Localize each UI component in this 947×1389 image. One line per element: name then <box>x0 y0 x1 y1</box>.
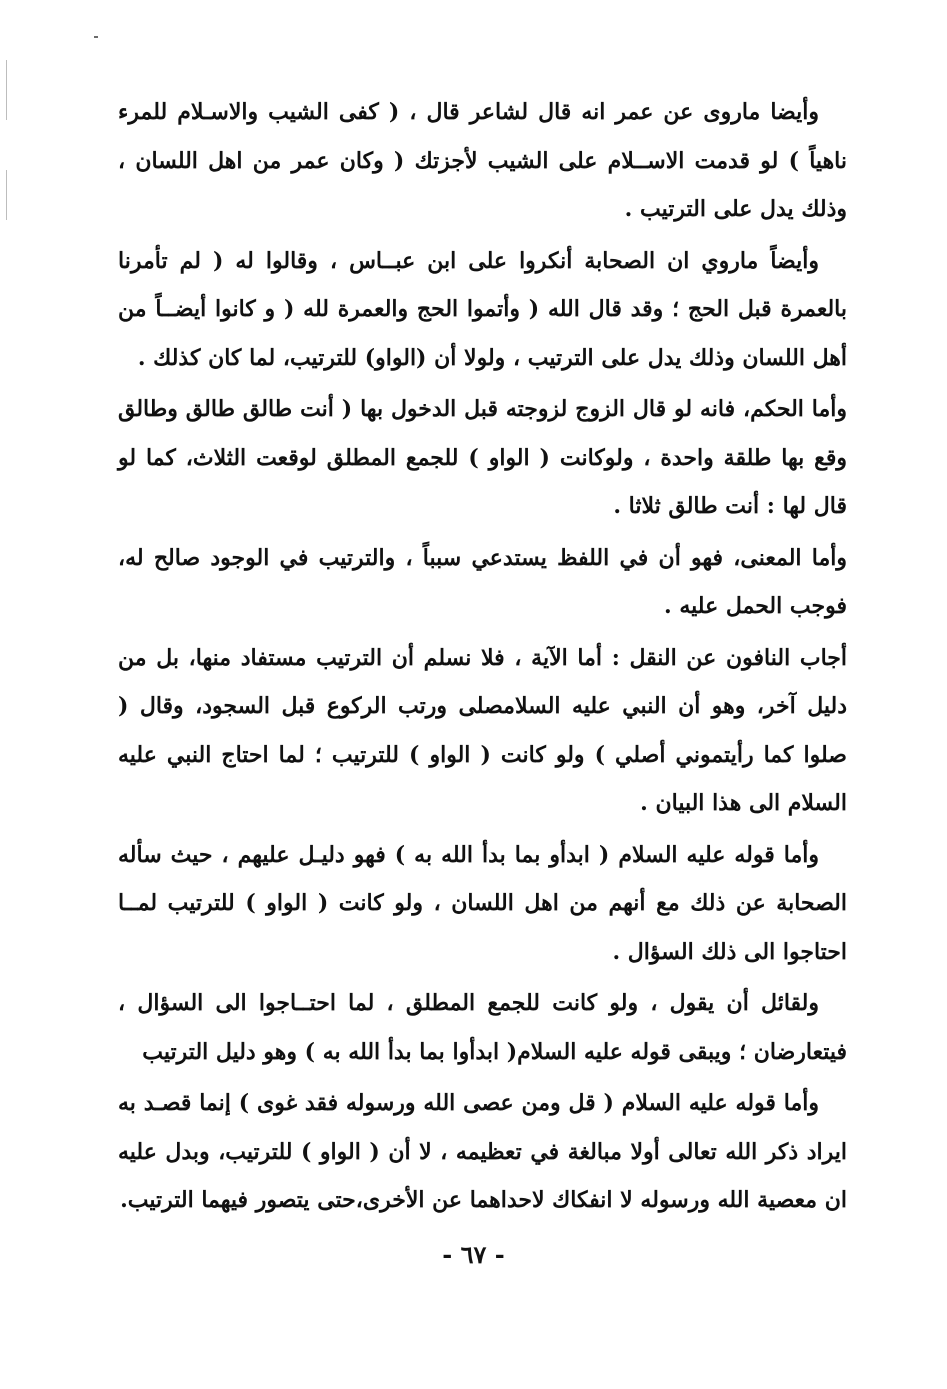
paragraph-text: وأما قوله عليه السلام ( قل ومن عصى الله ورسوله فقد غوى ) إنما قصـد به ايراد ذكر الله تعالى أولا مبالغة في تعظيمه ، لا أن ( الواو ) للترتيب، وبدل عليه ان معصية الله ورسوله لا انفكاك لاحداهما عن الأخرى،حتى يتصور فيهما الترتيب. <box>118 1090 847 1213</box>
scan-edge-mark <box>6 60 7 120</box>
paragraph <box>118 634 847 828</box>
page-number: - ٦٧ - <box>442 1240 505 1269</box>
scan-speck <box>94 36 98 38</box>
paragraph <box>118 237 847 383</box>
paragraph <box>118 88 847 234</box>
paragraph-text: وأما الحكم، فانه لو قال الزوج لزوجته قبل الدخول بها ( أنت طالق طالق وطالق وقع بها طلقة واحدة ، ولوكانت ( الواو ) للجمع المطلق لوقعت الثلاث، كما لو قال لها : أنت طالق ثلاثا . <box>118 396 847 519</box>
paragraph <box>118 534 847 631</box>
paragraph <box>118 831 847 977</box>
body-text <box>118 88 847 1225</box>
paragraph-text: أجاب النافون عن النقل : أما الآية ، فلا نسلم أن الترتيب مستفاد منها، بل من دليل آخر، وهو أن النبي عليه السلامصلى ورتب الركوع قبل السجود، وقال ( صلوا كما رأيتموني أصلي ) ولو كانت ( الواو ) للترتيب ؛ لما احتاج النبي عليه السلام الى هذا البيان . <box>118 644 847 816</box>
paragraph-text: وأيضاً ماروي ان الصحابة أنكروا على ابن عبــاس ، وقالوا له ( لم تأمرنا بالعمرة قبل الحج ؛ وقد قال الله ( وأتموا الحج والعمرة لله ( و كانوا أيضــاً من أهل اللسان وذلك يدل على الترتيب ، ولولا أن (الواو) للترتيب، لما كان كذلك . <box>118 247 847 371</box>
paragraph <box>118 1079 847 1225</box>
paragraph-text: وأما قوله عليه السلام ( ابدأو بما بدأ الله به ) فهو دليـل عليهم ، حيث سأله الصحابة عن ذلك مع أنهم من اهل اللسان ، ولو كانت ( الواو ) للترتيب لمــا احتاجوا الى ذلك السؤال . <box>118 841 847 965</box>
paragraph-text: وأيضا ماروى عن عمر انه قال لشاعر قال ، ( كفى الشيب والاسـلام للمرء ناهياً ) لو قدمت الاســلام على الشيب لأجزتك ( وكان عمر من اهل اللسان ، وذلك يدل على الترتيب . <box>118 99 847 222</box>
paragraph <box>118 385 847 531</box>
paragraph <box>118 979 847 1076</box>
paragraph-text: ولقائل أن يقول ، ولو كانت للجمع المطلق ، لما احتــاجوا الى السؤال ، فيتعارضان ؛ ويبقى قوله عليه السلام( ابدأوا بما بدأ الله به ) وهو دليل الترتيب <box>118 990 847 1065</box>
paragraph-text: وأما المعنى، فهو أن في اللفظ يستدعي سبباً ، والترتيب في الوجود صالح له، فوجب الحمل عليه . <box>118 544 847 619</box>
scan-edge-mark <box>6 170 7 220</box>
